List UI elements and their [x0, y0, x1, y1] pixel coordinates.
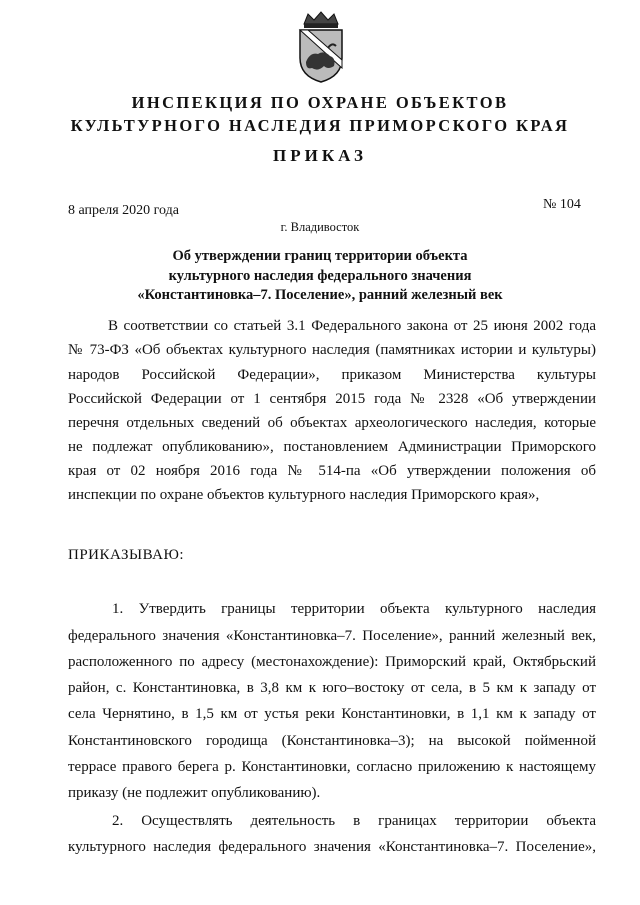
- preamble-line: народов Российской Федерации», приказом Министерства культуры: [68, 367, 596, 383]
- preamble-line: края от 02 ноября 2016 года № 514-па «Об утверждении положения об: [68, 463, 596, 479]
- preamble-line: Российской Федерации от 1 сентября 2015 года № 2328 «Об утверждении: [68, 391, 596, 407]
- subject-line: Об утверждении границ территории объекта: [172, 248, 468, 264]
- preamble-line: № 73-ФЗ «Об объектах культурного наследия (памятниках истории и культуры): [68, 342, 596, 358]
- order-city: г. Владивосток: [280, 220, 360, 234]
- order-number: № 104: [543, 197, 581, 212]
- subject-line: «Константиновка–7. Поселение», ранний железный век: [137, 287, 503, 303]
- item1-line: район, с. Константиновка, в 3,8 км к юго–востоку от села, в 5 км к западу от: [68, 680, 596, 696]
- organization-name-line2: КУЛЬТУРНОГО НАСЛЕДИЯ ПРИМОРСКОГО КРАЯ: [70, 116, 570, 135]
- item1-line: села Чернятино, в 1,5 км от устья реки Константиновки, в 1,1 км к западу от: [68, 706, 596, 722]
- item1-line: расположенного по адресу (местонахождение): Приморский край, Октябрьский: [68, 654, 596, 670]
- preamble-line: перечня отдельных сведений об объектах археологического наследия, которые: [68, 415, 596, 431]
- preamble-line: не подлежат опубликованию», постановлением Администрации Приморского: [68, 439, 596, 455]
- organization-name-line1: ИНСПЕКЦИЯ ПО ОХРАНЕ ОБЪЕКТОВ: [131, 93, 509, 112]
- subject-line: культурного наследия федерального значения: [168, 268, 472, 284]
- coat-of-arms-icon: [294, 10, 348, 84]
- order-directive-word: ПРИКАЗЫВАЮ:: [68, 547, 185, 563]
- item2-line: культурного наследия федерального значения «Константиновка–7. Поселение»,: [68, 839, 596, 855]
- item2-line: 2. Осуществлять деятельность в границах территории объекта: [112, 813, 596, 829]
- preamble-line: В соответствии со статьей 3.1 Федерального закона от 25 июня 2002 года: [108, 318, 596, 334]
- order-date: 8 апреля 2020 года: [68, 203, 179, 218]
- preamble-line: инспекции по охране объектов культурного наследия Приморского края»,: [68, 487, 540, 503]
- item1-line: террасе правого берега р. Константиновки, согласно приложению к настоящему: [68, 759, 596, 775]
- item1-line: 1. Утвердить границы территории объекта культурного наследия: [112, 601, 596, 617]
- item1-line: Константиновского городища (Константиновка–3); на высокой пойменной: [68, 733, 596, 749]
- item1-line: приказу (не подлежит опубликованию).: [68, 785, 321, 801]
- document-type-title: ПРИКАЗ: [273, 146, 367, 165]
- item1-line: федерального значения «Константиновка–7. Поселение», ранний железный век,: [68, 628, 596, 644]
